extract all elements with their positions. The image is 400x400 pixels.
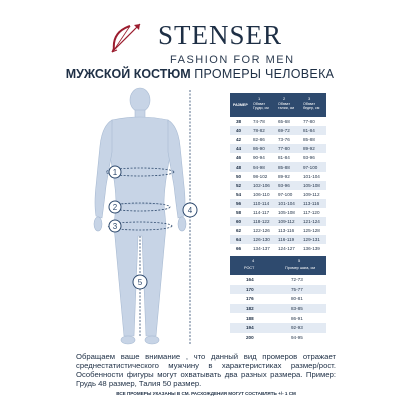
hips-cell: 121-124 [303,219,320,225]
chest-cell: 114-117 [253,209,270,215]
table-row [230,153,326,162]
waist-cell: 65-68 [278,119,290,125]
waist-cell: 124-127 [278,246,295,252]
hips-cell: 125-128 [303,228,320,234]
size-cell: 60 [236,219,242,225]
col-label-waist: Обхват талии, см [278,102,294,111]
hips-cell: 85-88 [303,137,315,143]
height-cell: 182 [246,306,254,312]
chest-cell: 94-98 [253,164,265,170]
brand-header [0,10,400,70]
inseam-cell: 86-91 [291,315,303,321]
waist-cell: 89-92 [278,173,290,179]
chest-cell: 126-130 [253,237,270,243]
hips-cell: 105-108 [303,182,320,188]
height-cell: 188 [246,315,254,321]
chest-cell: 118-122 [253,219,270,225]
chest-cell: 134-137 [253,246,270,252]
table-row [230,190,326,199]
hips-cell: 129-131 [303,237,320,243]
table-row [230,285,326,295]
height-cell: 176 [246,296,254,302]
man-silhouette [60,86,220,348]
inseam-cell: 92-93 [291,325,303,331]
size-cell: 44 [236,146,242,152]
size-table [230,117,326,253]
brand-tagline: FASHION FOR MEN [170,54,295,66]
table-row [230,144,326,153]
waist-cell: 109-112 [278,219,295,225]
chest-cell: 110-114 [253,200,270,206]
chest-cell: 98-102 [253,173,268,179]
height-cell: 170 [246,286,254,292]
chest-cell: 82-86 [253,137,265,143]
col-num-4: 4 [252,258,255,263]
chest-cell: 74-78 [253,119,265,125]
size-header: РАЗМЕР [233,103,248,107]
col-num-5: 5 [298,258,301,263]
bow-and-arrow-logo [108,20,144,56]
marker-2: 2 [112,203,118,212]
waist-cell: 93-96 [278,182,290,188]
size-cell: 42 [236,137,242,143]
inseam-cell: 75-77 [291,286,303,292]
height-cell: 200 [246,334,254,340]
page-title [0,67,400,81]
disclaimer-note: Обращаем ваше внимание , что данный вид промеров отражает среднестатистического мужчину в характеристиках размер/рост. Особенности фигуры могут охватывать два разных размера. Пример: Грудь 48 размер, Талия 50 размер. [76,352,336,388]
hips-cell: 93-96 [303,155,315,161]
hips-cell: 136-139 [303,246,320,252]
table-row [230,208,326,217]
inseam-cell: 80-81 [291,296,303,302]
hips-cell: 97-100 [303,164,318,170]
marker-1: 1 [112,168,118,177]
inseam-cell: 94-95 [291,334,303,340]
waist-cell: 101-104 [278,200,295,206]
inseam-cell: 83-85 [291,306,303,312]
height-cell: 164 [246,277,254,283]
waist-cell: 105-108 [278,209,295,215]
height-cell: 194 [246,325,254,331]
table-row [230,244,326,253]
col-num-3: 3 [308,96,311,101]
table-row [230,226,326,235]
table-row [230,333,326,343]
marker-3: 3 [112,222,118,231]
chest-cell: 78-82 [253,128,265,134]
table-row [230,162,326,171]
size-cell: 40 [236,128,242,134]
col-num-2: 2 [283,96,286,101]
table-row [230,181,326,190]
size-cell: 50 [236,173,242,179]
size-cell: 46 [236,155,242,161]
measurement-footnote: ВСЕ ПРОМЕРЫ УКАЗАНЫ В СМ. РАСХОЖДЕНИЯ МОГУТ СОСТАВЛЯТЬ +/- 1 СМ [116,391,296,396]
waist-cell: 85-88 [278,164,290,170]
table-row [230,294,326,304]
table-row [230,235,326,244]
size-cell: 62 [236,228,242,234]
waist-cell: 81-84 [278,155,290,161]
hips-cell: 113-116 [303,200,320,206]
chest-cell: 102-106 [253,182,270,188]
table-row [230,135,326,144]
waist-cell: 77-80 [278,146,290,152]
table-row [230,313,326,323]
hips-cell: 89-92 [303,146,315,152]
title-bold: МУЖСКОЙ КОСТЮМ [65,67,191,81]
waist-cell: 97-100 [278,191,293,197]
table-row [230,172,326,181]
hips-cell: 101-104 [303,173,320,179]
chest-cell: 86-90 [253,146,265,152]
waist-cell: 113-116 [278,228,295,234]
marker-5: 5 [137,278,143,287]
chest-cell: 122-126 [253,228,270,234]
size-cell: 54 [236,191,242,197]
hips-cell: 109-112 [303,191,320,197]
chest-cell: 106-110 [253,191,270,197]
col-label-chest: Обхват Груди, см [253,102,269,111]
size-table-header [230,93,326,117]
size-cell: 56 [236,200,242,206]
table-row [230,199,326,208]
chest-cell: 90-94 [253,155,265,161]
size-cell: 66 [236,246,242,252]
marker-4: 4 [187,206,193,215]
title-light: ПРОМЕРЫ ЧЕЛОВЕКА [194,67,335,81]
size-cell: 58 [236,209,242,215]
table-row [230,117,326,126]
brand-name: STENSER [158,20,283,50]
table-row [230,217,326,226]
height-table-header [230,256,326,275]
inseam-cell: 72-73 [291,277,303,283]
waist-cell: 69-72 [278,128,290,134]
size-cell: 64 [236,237,242,243]
body-figure [60,86,220,348]
size-cell: 52 [236,182,242,188]
size-cell: 48 [236,164,242,170]
waist-cell: 116-119 [278,237,295,243]
table-row [230,275,326,285]
col-num-1: 1 [258,96,261,101]
col-label-inseam: Промер шага, см [285,266,316,270]
table-row [230,323,326,333]
col-label-hips: Обхват бедер, см [303,102,320,111]
col-label-height: РОСТ [244,266,255,270]
hips-cell: 77-80 [303,119,315,125]
hips-cell: 117-120 [303,209,320,215]
table-row [230,126,326,135]
height-table [230,275,326,342]
hips-cell: 81-84 [303,128,315,134]
waist-cell: 73-76 [278,137,290,143]
table-row [230,304,326,314]
size-cell: 38 [236,119,242,125]
